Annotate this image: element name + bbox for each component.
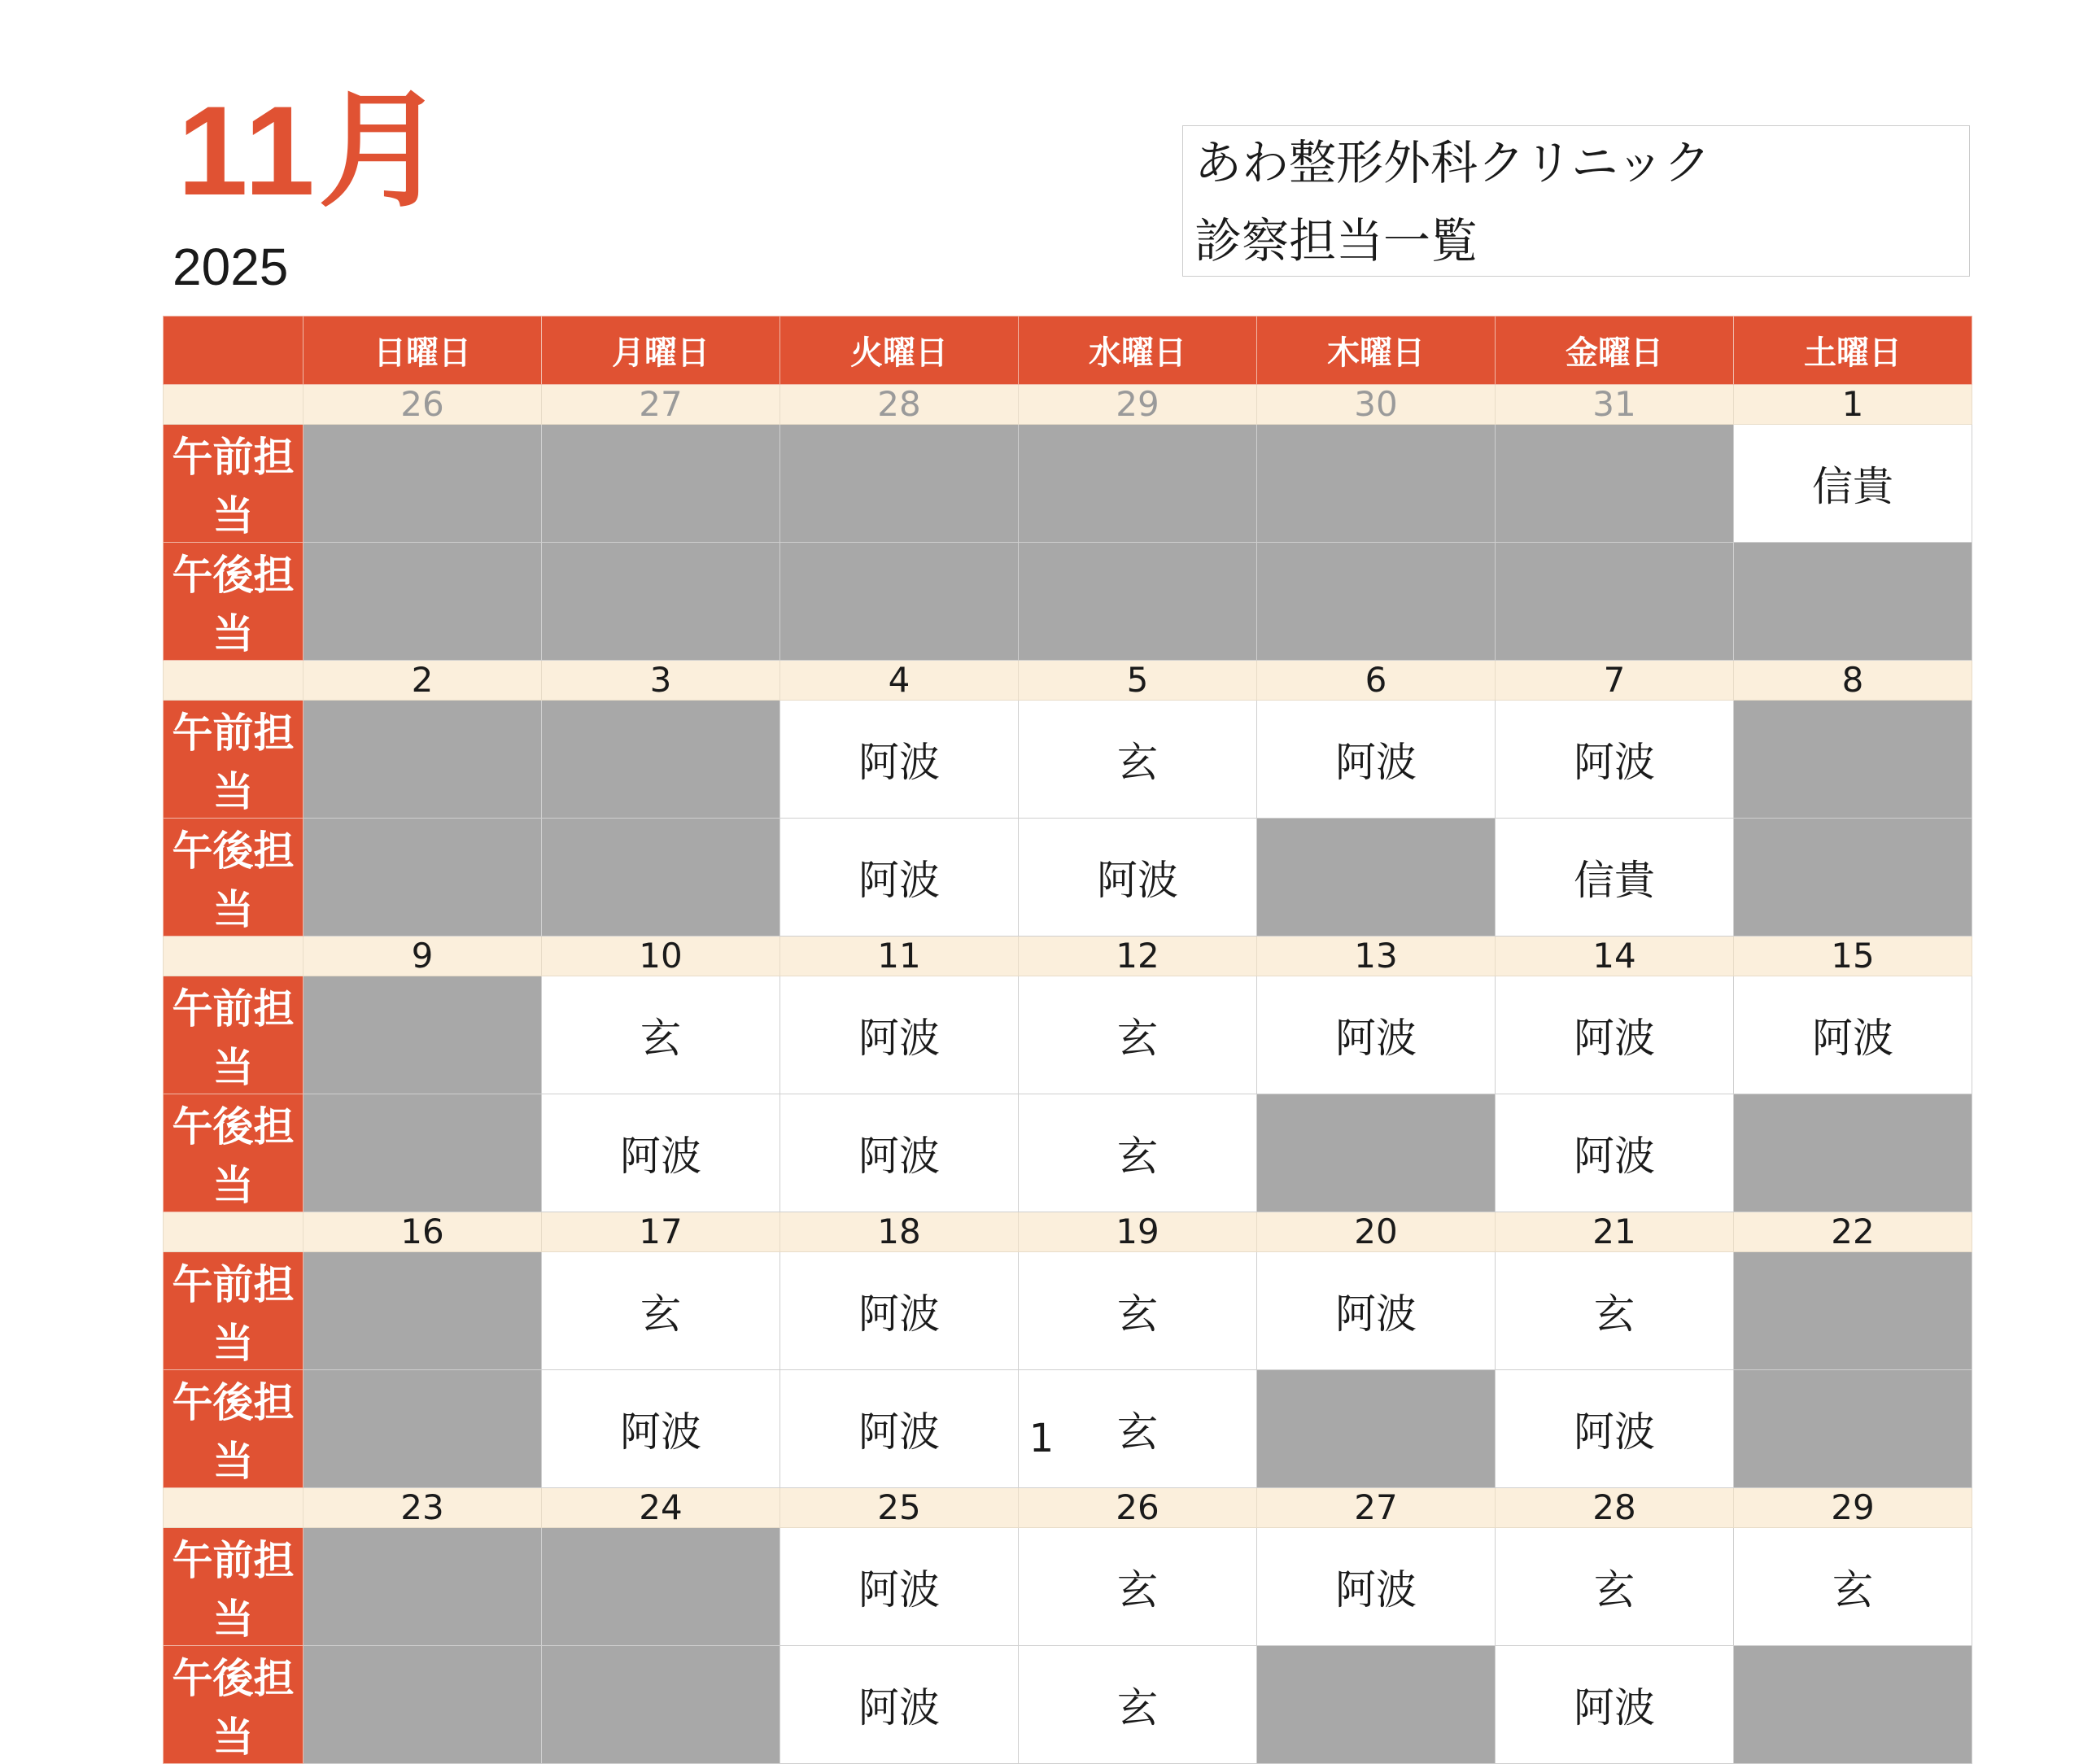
slot-label: 午後担当 <box>164 819 303 937</box>
date-cell: 12 <box>1019 937 1257 976</box>
closed-cell <box>303 976 542 1094</box>
doctor-cell: 阿波 <box>1496 1094 1734 1212</box>
date-cell: 1 <box>1734 385 1972 425</box>
closed-cell <box>303 1252 542 1370</box>
closed-cell <box>1019 543 1257 661</box>
doctor-cell: 玄 <box>1019 976 1257 1094</box>
doctor-cell: 阿波 <box>1496 701 1734 819</box>
doctor-cell: 阿波 <box>780 819 1019 937</box>
doctor-cell: 阿波 <box>780 1370 1019 1488</box>
closed-cell <box>1019 425 1257 543</box>
doctor-cell: 阿波 <box>1496 1370 1734 1488</box>
doctor-cell: 阿波 <box>780 976 1019 1094</box>
doctor-cell: 玄 <box>1496 1528 1734 1646</box>
closed-cell <box>303 1528 542 1646</box>
closed-cell <box>1257 425 1496 543</box>
year-label: 2025 <box>172 238 289 296</box>
closed-cell <box>1734 701 1972 819</box>
closed-cell <box>1734 1646 1972 1764</box>
clinic-title-box <box>1182 125 1970 277</box>
doctor-cell: 玄 <box>1734 1528 1972 1646</box>
doctor-cell: 阿波 <box>542 1370 780 1488</box>
weekday-header: 土曜日 <box>1734 317 1972 385</box>
date-cell: 21 <box>1496 1212 1734 1252</box>
doctor-cell: 阿波 <box>1257 1528 1496 1646</box>
date-cell: 15 <box>1734 937 1972 976</box>
closed-cell <box>542 1528 780 1646</box>
slot-label: 午後担当 <box>164 1646 303 1764</box>
date-row <box>164 661 1972 701</box>
schedule-table <box>163 316 1972 1764</box>
schedule-title: 診察担当一覧 <box>1194 213 1478 269</box>
closed-cell <box>1734 1094 1972 1212</box>
closed-cell <box>303 701 542 819</box>
doctor-cell: 阿波 <box>1496 1646 1734 1764</box>
closed-cell <box>303 819 542 937</box>
date-cell: 23 <box>303 1488 542 1528</box>
closed-cell <box>542 1646 780 1764</box>
pm-slot-row <box>164 543 1972 661</box>
closed-cell <box>1734 1252 1972 1370</box>
date-row-corner <box>164 385 303 425</box>
doctor-cell: 玄 <box>542 976 780 1094</box>
date-cell: 16 <box>303 1212 542 1252</box>
doctor-cell: 玄 <box>1019 1094 1257 1212</box>
date-row-corner <box>164 937 303 976</box>
weekday-header-row <box>164 317 1972 385</box>
doctor-cell: 玄 <box>1019 701 1257 819</box>
date-cell: 7 <box>1496 661 1734 701</box>
closed-cell <box>1734 819 1972 937</box>
closed-cell <box>1496 425 1734 543</box>
slot-label: 午前担当 <box>164 1252 303 1370</box>
closed-cell <box>542 819 780 937</box>
slot-label: 午前担当 <box>164 425 303 543</box>
date-cell: 26 <box>1019 1488 1257 1528</box>
date-cell: 2 <box>303 661 542 701</box>
date-cell: 10 <box>542 937 780 976</box>
date-row-corner <box>164 1212 303 1252</box>
date-cell: 26 <box>303 385 542 425</box>
doctor-cell: 玄 <box>1019 1252 1257 1370</box>
closed-cell <box>780 543 1019 661</box>
closed-cell <box>542 425 780 543</box>
closed-cell <box>303 1094 542 1212</box>
date-cell: 24 <box>542 1488 780 1528</box>
date-cell: 18 <box>780 1212 1019 1252</box>
date-cell: 27 <box>542 385 780 425</box>
closed-cell <box>1496 543 1734 661</box>
slot-label: 午前担当 <box>164 701 303 819</box>
am-slot-row <box>164 1528 1972 1646</box>
doctor-cell: 阿波 <box>1734 976 1972 1094</box>
closed-cell <box>542 543 780 661</box>
doctor-cell: 信貴 <box>1734 425 1972 543</box>
weekday-header: 火曜日 <box>780 317 1019 385</box>
doctor-cell: 阿波 <box>1257 976 1496 1094</box>
date-cell: 31 <box>1496 385 1734 425</box>
closed-cell <box>303 1646 542 1764</box>
date-cell: 29 <box>1734 1488 1972 1528</box>
date-cell: 11 <box>780 937 1019 976</box>
date-cell: 25 <box>780 1488 1019 1528</box>
closed-cell <box>303 425 542 543</box>
closed-cell <box>1257 543 1496 661</box>
date-cell: 13 <box>1257 937 1496 976</box>
weekday-header: 水曜日 <box>1019 317 1257 385</box>
closed-cell <box>1257 819 1496 937</box>
doctor-cell: 玄 <box>1496 1252 1734 1370</box>
doctor-cell: 阿波 <box>780 1646 1019 1764</box>
date-row-corner <box>164 1488 303 1528</box>
doctor-cell: 阿波 <box>780 701 1019 819</box>
header-corner <box>164 317 303 385</box>
date-cell: 28 <box>780 385 1019 425</box>
date-row <box>164 1488 1972 1528</box>
date-row <box>164 1212 1972 1252</box>
doctor-cell: 玄 <box>1019 1528 1257 1646</box>
date-row <box>164 937 1972 976</box>
doctor-cell: 阿波 <box>1257 701 1496 819</box>
doctor-cell: 阿波 <box>1019 819 1257 937</box>
closed-cell <box>542 701 780 819</box>
doctor-cell: 玄 <box>542 1252 780 1370</box>
date-cell: 29 <box>1019 385 1257 425</box>
am-slot-row <box>164 701 1972 819</box>
slot-label: 午前担当 <box>164 976 303 1094</box>
slot-label: 午後担当 <box>164 1370 303 1488</box>
date-cell: 19 <box>1019 1212 1257 1252</box>
doctor-cell: 信貴 <box>1496 819 1734 937</box>
doctor-cell: 阿波 <box>1496 976 1734 1094</box>
pm-slot-row <box>164 819 1972 937</box>
pm-slot-row <box>164 1646 1972 1764</box>
am-slot-row <box>164 1252 1972 1370</box>
closed-cell <box>1257 1646 1496 1764</box>
weekday-header: 木曜日 <box>1257 317 1496 385</box>
date-cell: 6 <box>1257 661 1496 701</box>
weekday-header: 月曜日 <box>542 317 780 385</box>
date-cell: 8 <box>1734 661 1972 701</box>
date-row <box>164 385 1972 425</box>
doctor-cell: 阿波 <box>1257 1252 1496 1370</box>
date-cell: 4 <box>780 661 1019 701</box>
closed-cell <box>303 543 542 661</box>
doctor-cell: 玄 <box>1019 1646 1257 1764</box>
month-title: 11月 <box>177 81 448 222</box>
doctor-cell: 阿波 <box>780 1252 1019 1370</box>
date-cell: 27 <box>1257 1488 1496 1528</box>
date-cell: 28 <box>1496 1488 1734 1528</box>
page-number: 1 <box>1028 1416 1055 1461</box>
closed-cell <box>780 425 1019 543</box>
date-row-corner <box>164 661 303 701</box>
doctor-cell: 阿波 <box>542 1094 780 1212</box>
date-cell: 17 <box>542 1212 780 1252</box>
slot-label: 午後担当 <box>164 1094 303 1212</box>
am-slot-row <box>164 425 1972 543</box>
pm-slot-row <box>164 1094 1972 1212</box>
date-cell: 5 <box>1019 661 1257 701</box>
doctor-cell: 阿波 <box>780 1094 1019 1212</box>
slot-label: 午後担当 <box>164 543 303 661</box>
date-cell: 22 <box>1734 1212 1972 1252</box>
am-slot-row <box>164 976 1972 1094</box>
doctor-cell: 玄 <box>1019 1370 1257 1488</box>
doctor-cell: 阿波 <box>780 1528 1019 1646</box>
date-cell: 14 <box>1496 937 1734 976</box>
date-cell: 30 <box>1257 385 1496 425</box>
date-cell: 3 <box>542 661 780 701</box>
clinic-name: あわ整形外科クリニック <box>1194 135 1711 190</box>
date-cell: 9 <box>303 937 542 976</box>
date-cell: 20 <box>1257 1212 1496 1252</box>
closed-cell <box>1734 543 1972 661</box>
closed-cell <box>1257 1094 1496 1212</box>
slot-label: 午前担当 <box>164 1528 303 1646</box>
weekday-header: 日曜日 <box>303 317 542 385</box>
weekday-header: 金曜日 <box>1496 317 1734 385</box>
